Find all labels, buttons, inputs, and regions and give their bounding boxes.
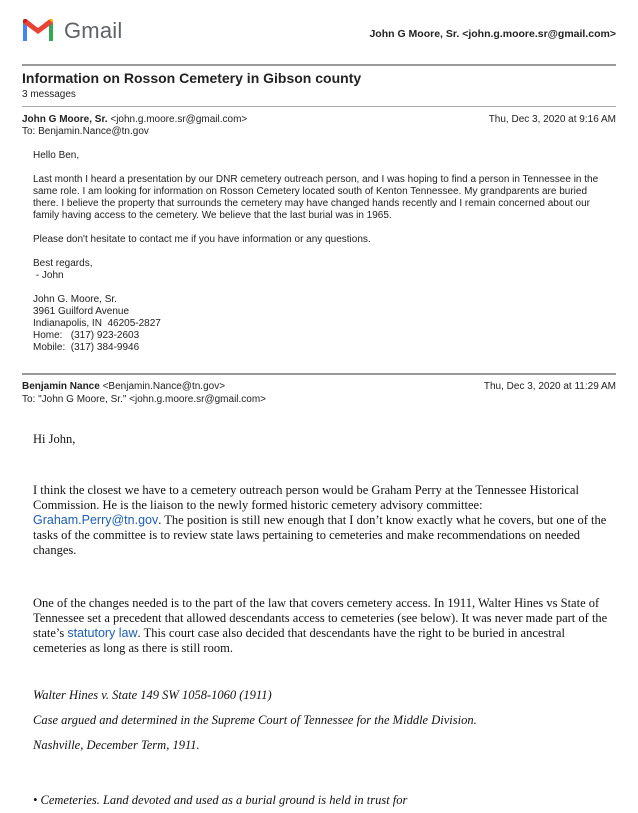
account-identity: John G Moore, Sr. <john.g.moore.sr@gmail.com> xyxy=(369,28,616,40)
message-divider xyxy=(22,373,616,375)
paragraph: One of the changes needed is to the part of the law that covers cemetery access. In 1911, Walter Hines vs State of Tennessee set a precedent that allowed descendants access to cemeteries (see below). It was never made part of the state’s statutory law. This court case also decided that descendants have the right to be buried in ancestral cemeteries as long as there is still room. xyxy=(33,596,608,655)
closing-name: - John xyxy=(33,270,64,281)
header-divider xyxy=(22,64,616,66)
signature-name: John G. Moore, Sr. xyxy=(33,294,117,305)
statutory-law-link[interactable]: statutory law xyxy=(67,626,138,640)
paragraph: Please don't hesitate to contact me if you have information or any questions. xyxy=(33,234,371,245)
email-link[interactable]: Graham.Perry@tn.gov xyxy=(33,513,159,527)
closing: Best regards, xyxy=(33,258,93,269)
paragraph: I think the closest we have to a cemetery outreach person would be Graham Perry at the Tennessee Historical Commission. He is the liaison to the newly formed historic cemetery advisory committee: Graham.Perry@tn.gov. The position is still new enough that I don’t know exactly what he covers, but one of the tasks of the committee is to review state laws pertaining to cemeteries and make recommendations on needed changes. xyxy=(33,483,607,557)
signature-home-phone: Home: (317) 923-2603 xyxy=(33,330,140,341)
message-2-date: Thu, Dec 3, 2020 at 11:29 AM xyxy=(483,381,616,392)
sender-email: <john.g.moore.sr@gmail.com> xyxy=(110,114,248,125)
sender-email: <Benjamin.Nance@tn.gov> xyxy=(102,381,226,392)
bullet-text: • Cemeteries. Land devoted and used as a burial ground is held in trust for xyxy=(33,793,408,807)
print-header xyxy=(0,0,638,64)
message-1-date: Thu, Dec 3, 2020 at 9:16 AM xyxy=(488,114,616,125)
message-2-recipient: To: "John G Moore, Sr." <john.g.moore.sr@gmail.com> xyxy=(22,394,267,405)
gmail-logo-icon xyxy=(21,17,55,43)
case-place: Nashville, December Term, 1911. xyxy=(33,738,200,752)
signature-mobile-phone: Mobile: (317) 384-9946 xyxy=(33,342,140,353)
sender-name: John G Moore, Sr. xyxy=(22,114,108,125)
message-1-recipient: To: Benjamin.Nance@tn.gov xyxy=(22,126,149,137)
case-court: Case argued and determined in the Supreme Court of Tennessee for the Middle Division. xyxy=(33,713,477,727)
sender-name: Benjamin Nance xyxy=(22,381,100,392)
case-title: Walter Hines v. State 149 SW 1058-1060 (1911) xyxy=(33,688,272,702)
gmail-logo-text: Gmail xyxy=(64,18,123,43)
greeting: Hi John, xyxy=(33,432,76,446)
message-divider xyxy=(22,106,616,107)
message-1-body xyxy=(33,150,613,354)
paragraph: Last month I heard a presentation by our DNR cemetery outreach person, and I was hoping to find a person in Tennessee in the same role. I am looking for information on Rosson Cemetery located south of Kenton Tennessee. My grandparents are buried there. I believe the property that surrounds the cemetery may have changed hands recently and I remain concerned about our family having access to the cemetery. We believe that the last burial was in 1965. xyxy=(33,174,599,221)
signature-city: Indianapolis, IN 46205-2827 xyxy=(33,318,161,329)
message-count: 3 messages xyxy=(22,89,76,100)
greeting: Hello Ben, xyxy=(33,150,80,161)
thread-subject: Information on Rosson Cemetery in Gibson county xyxy=(22,70,362,86)
message-2-body xyxy=(33,432,611,808)
signature-street: 3961 Guilford Avenue xyxy=(33,306,130,317)
